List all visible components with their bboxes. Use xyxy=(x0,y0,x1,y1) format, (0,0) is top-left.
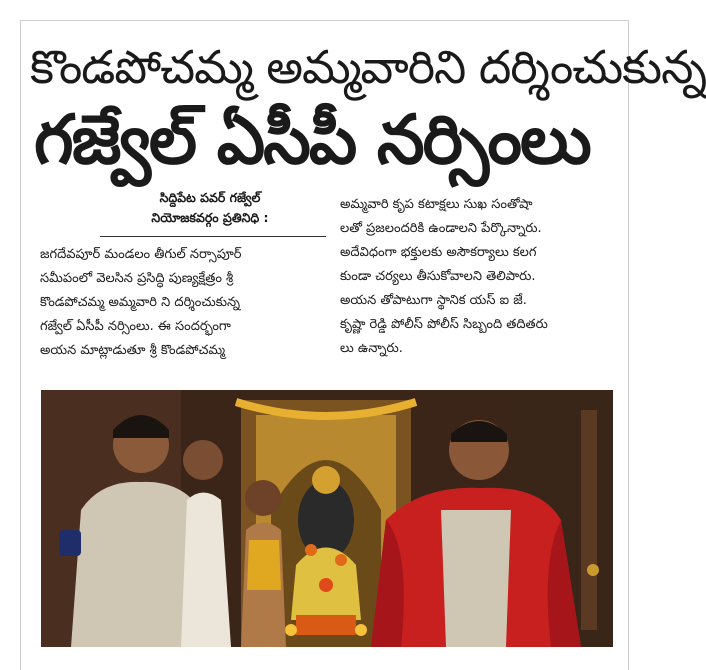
news-photo xyxy=(41,390,613,647)
byline xyxy=(92,188,328,228)
byline-divider xyxy=(100,236,326,237)
body-left-line: కొండపోచమ్మ అమ్మవారి ని దర్శించుకున్న xyxy=(40,295,240,310)
body-left-line: జగదేవపూర్ మండలం తీగుల్ నర్సాపూర్ xyxy=(40,247,242,262)
byline-line-1: సిద్దిపేట పవర్ గజ్వేల్ xyxy=(159,190,261,205)
headline-line-1: కొండపోచమ్మ అమ్మవారిని దర్శించుకున్న xyxy=(30,40,706,94)
body-column-right xyxy=(340,193,612,361)
body-left-line: అయన మాట్లాడుతూ శ్రీ కొండపోచమ్మ xyxy=(40,343,226,358)
body-right-line: అయన తోపాటుగా స్థానిక యస్ ఐ జే. xyxy=(340,293,527,308)
body-right-line: అమ్మవారి కృప కటాక్షలు సుఖ సంతోషా xyxy=(340,197,533,212)
byline-line-2: నియోజకవర్గం ప్రతినిధి : xyxy=(151,210,269,225)
body-right-line: కృష్ణా రెడ్డి పోలీస్ పోలీస్ సిబ్బంది తదితరు xyxy=(340,317,548,332)
body-column-left xyxy=(40,243,330,363)
body-left-line: గజ్వేల్ ఏసీపీ నర్సింలు. ఈ సందర్భంగా xyxy=(40,319,231,334)
body-right-line: కుండా చర్యలు తీసుకోవాలని తెలిపారు. xyxy=(340,269,536,284)
temple-photo-illustration xyxy=(41,390,613,647)
body-left-line: సమీపంలో వెలసిన ప్రసిద్ధి పుణ్యక్షేత్రం శ్రీ xyxy=(40,271,234,286)
body-right-line: లతో ప్రజలందరికి ఉండాలని పేర్కొన్నారు. xyxy=(340,221,542,236)
body-right-line: లు ఉన్నారు. xyxy=(340,341,403,356)
body-right-line: అదేవిధంగా భక్తులకు అసౌకర్యాలు కలగ xyxy=(340,245,537,260)
headline-line-2: గజ్వేల్ ఏసీపీ నర్సింలు xyxy=(34,101,590,180)
